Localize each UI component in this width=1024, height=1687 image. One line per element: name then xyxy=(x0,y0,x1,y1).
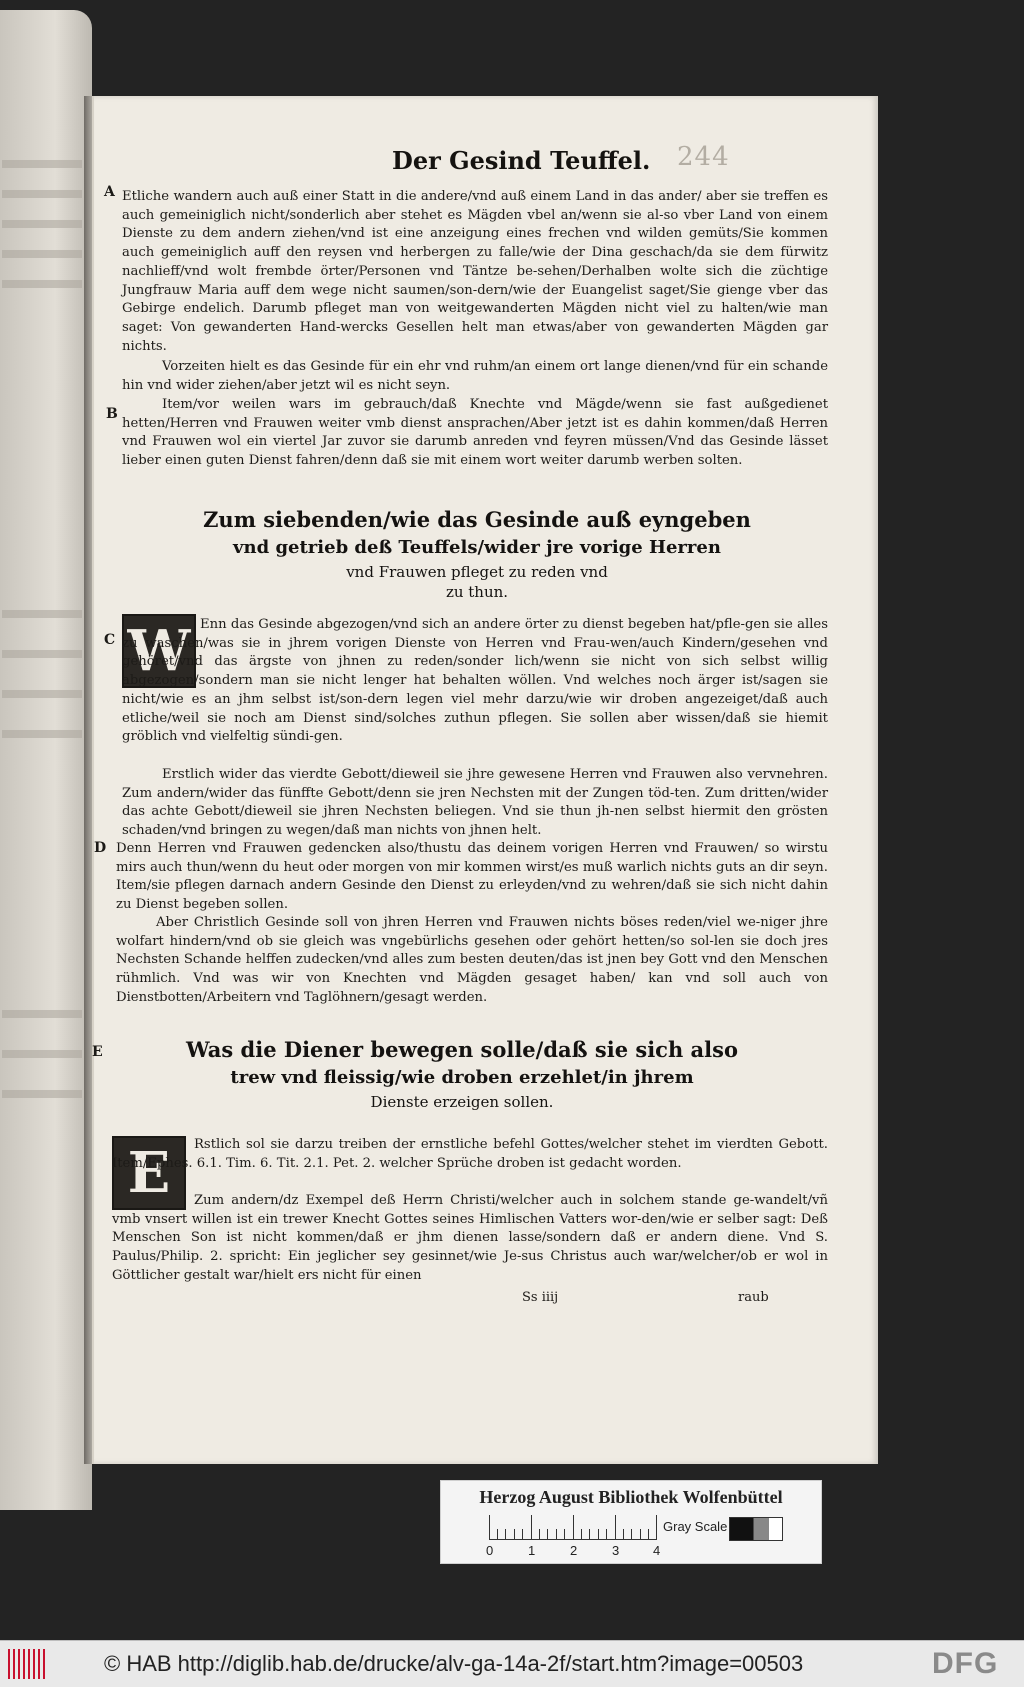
ruler-minor-tick xyxy=(606,1529,607,1539)
chapter-heading2-line3: Dienste erzeigen sollen. xyxy=(370,1093,554,1111)
ghost-text-line xyxy=(2,1010,82,1018)
scale-number: 0 xyxy=(486,1543,494,1558)
ghost-text-line xyxy=(2,160,82,168)
ruler-minor-tick xyxy=(522,1529,523,1539)
margin-letter-c: C xyxy=(104,632,116,648)
ruler-tick xyxy=(573,1515,574,1539)
hab-barcode-icon xyxy=(8,1649,46,1679)
ruler-minor-tick xyxy=(648,1529,649,1539)
ruler-minor-tick xyxy=(505,1529,506,1539)
decorated-initial-e: E xyxy=(112,1136,186,1210)
running-header: Der Gesind Teuffel. xyxy=(392,146,651,175)
ruler-minor-tick xyxy=(497,1529,498,1539)
ghost-text-line xyxy=(2,1090,82,1098)
ruler-minor-tick xyxy=(556,1529,557,1539)
scale-number: 2 xyxy=(570,1543,578,1558)
ruler-tick xyxy=(656,1515,657,1539)
ruler-minor-tick xyxy=(581,1529,582,1539)
paragraph-d2: Aber Christlich Gesinde soll von jhren Herren vnd Frauwen nichts böses reden/viel we-niger jhre wolfart hindern/vnd ob sie gleich was vngebürlichs gesehen oder gehört hetten/so sol-len sie doch jres Nechsten Schande helffen zudecken/vnd alles zum besten deuten/das ist jnen bey Gott vnd den Menschen rühmlich. Vnd was wir von Knechten vnd Mägden gesaget haben/ kan vnd soll auch von Dienstbotten/Arbeitern vnd Taglöhnern/gesagt werden. xyxy=(116,915,828,1005)
paragraph-a: Etliche wandern auch auß einer Statt in die andere/vnd auß einem Land in das ander/ aber sie treffen es auch gemeiniglich nicht/sonderlich aber stehet es Mägden vbel an/wenn sie al-so vber Land von einem Dienste zu dem andern ziehen/vnd ist eine anzeigung eines frechen vnd wilden gemüts/Sie kommen auch gemeiniglich auff den reysen vnd herbergen zu falle/wie der Dina geschach/da sie dem fürwitz nachlieff/vnd wolt frembde örter/Personen vnd Täntze be-sehen/Derhalben wolte sich die züchtige Jungfrauw Maria auff dem wege nicht saumen/son-dern/wie der Euangelist saget/Sie gienge vber das Gebirge endelich. Darumb pfleget man von weitgewanderten Mägden nicht viel zu halten/wie man saget: Von gewanderten Hand-wercks Gesellen helt man etwas/aber von gewanderten Mägden gar nichts. xyxy=(122,189,828,354)
ruler-minor-tick xyxy=(631,1529,632,1539)
ghost-text-line xyxy=(2,220,82,228)
catchword: raub xyxy=(738,1290,769,1305)
ruler-minor-tick xyxy=(640,1529,641,1539)
paragraph-e: Rstlich sol sie darzu treiben der ernstliche befehl Gottes/welcher stehet im vierdten Gebott. Item/Ephes. 6.1. Tim. 6. Tit. 2.1. Pet. 2. welcher Sprüche droben ist gedacht worden. xyxy=(112,1137,828,1171)
ruler-tick xyxy=(531,1515,532,1539)
margin-letter-d: D xyxy=(94,840,107,856)
gray-scale-label: Gray Scale xyxy=(663,1519,728,1534)
institution-name: Herzog August Bibliothek Wolfenbüttel xyxy=(479,1487,783,1507)
paragraph-b: Item/vor weilen wars im gebrauch/daß Knechte vnd Mägde/wenn sie fast außgedienet hetten/Herren vnd Frauwen weiter vmb dienst ansprachen/Aber jetzt ist es dahin kommen/daß Herren vnd Frauwen wol ein viertel Jar zuvor sie darumb anreden vnd feyren müssen/Vnd das Gesinde lässet lieber einen guten Dienst fahren/denn daß sie mit einem wort weiter darumb werben solten. xyxy=(122,397,828,469)
scale-number: 1 xyxy=(528,1543,536,1558)
ruler-minor-tick xyxy=(564,1529,565,1539)
ruler-minor-tick xyxy=(623,1529,624,1539)
ghost-text-line xyxy=(2,610,82,618)
chapter-heading-line2: vnd getrieb deß Teuffels/wider jre vorige Herren xyxy=(233,537,721,558)
ghost-text-line xyxy=(2,250,82,258)
ghost-text-line xyxy=(2,690,82,698)
library-color-scale-label xyxy=(440,1480,822,1564)
decorated-initial-w: W xyxy=(122,614,196,688)
viewer-footer xyxy=(0,1640,1024,1687)
chapter-heading-line3: vnd Frauwen pfleget zu reden vnd zu thun. xyxy=(346,563,608,601)
folio-number: 244 xyxy=(677,142,730,172)
ghost-text-line xyxy=(2,730,82,738)
ruler-minor-tick xyxy=(547,1529,548,1539)
ghost-text-line xyxy=(2,650,82,658)
paragraph-c: Enn das Gesinde abgezogen/vnd sich an andere örter zu dienst begeben hat/pfle-gen sie alles zu waschen/was sie in jhrem vorigen Dienste von Herren vnd Frau-wen/auch Kindern/gesehen vnd gehöret/vnd das ärgste von jhnen zu reden/sonder lich/wenn sie nicht von sich selbst willig abgezogen/sondern man sie nicht lenger hat behalten wöllen. Vnd welches noch ärger ist/sagen sie nicht/wie es an jhm selbst ist/son-dern legen viel mehr darzu/wie wir droben angezeiget/daß auch etliche/weil sie noch am Dienst sind/solches zuthun pflegen. Sie sollen aber wissen/daß sie hiemit gröblich vnd vielfeltig sündi-gen. xyxy=(122,617,828,745)
margin-letter-e: E xyxy=(92,1044,103,1060)
margin-letter-b: B xyxy=(106,406,118,422)
left-page-edge xyxy=(0,10,92,1510)
ghost-text-line xyxy=(2,280,82,288)
scale-number: 4 xyxy=(653,1543,661,1558)
ghost-text-line xyxy=(2,190,82,198)
paragraph-a2: Vorzeiten hielt es das Gesinde für ein ehr vnd ruhm/an einem ort lange dienen/vnd für ein schande hin vnd wider ziehen/aber jetzt wil es nicht seyn. xyxy=(122,359,828,393)
paragraph-d: Denn Herren vnd Frauwen gedencken also/thustu das deinem vorigen Herren vnd Frauwen/ so wirstu mirs auch thun/wenn du heut oder morgen von mir kommen wirst/es muß warlich nichts guts an dir seyn. Item/sie pflegen darnach andern Gesinde den Dienst zu erleyden/vnd zu wehren/daß sie sich nicht dahin zu Dienst begeben sollen. xyxy=(116,841,828,913)
margin-letter-a: A xyxy=(104,184,115,200)
chapter-heading2-line1: Was die Diener bewegen solle/daß sie sich also xyxy=(186,1037,738,1062)
ruler-minor-tick xyxy=(598,1529,599,1539)
chapter-heading2-line2: trew vnd fleissig/wie droben erzehlet/in jhrem xyxy=(230,1067,694,1088)
ruler-scale xyxy=(489,1515,657,1540)
ghost-text-line xyxy=(2,1050,82,1058)
footer-source-link[interactable]: © HAB http://diglib.hab.de/drucke/alv-ga-14a-2f/start.htm?image=00503 xyxy=(104,1651,804,1676)
ruler-minor-tick xyxy=(514,1529,515,1539)
signature-mark: Ss iiij xyxy=(522,1290,559,1305)
chapter-heading-line1: Zum siebenden/wie das Gesinde auß eyngeben xyxy=(203,507,751,532)
scale-number: 3 xyxy=(612,1543,620,1558)
ruler-minor-tick xyxy=(589,1529,590,1539)
book-page xyxy=(92,96,878,1464)
ruler-minor-tick xyxy=(539,1529,540,1539)
gray-scale-swatch xyxy=(729,1517,783,1541)
paragraph-c2: Erstlich wider das vierdte Gebott/dieweil sie jhre gewesene Herren vnd Frauwen also vervnehren. Zum andern/wider das fünffte Gebott/denn sie jren Nechsten mit der Zungen töd-ten. Zum dritten/wider das achte Gebott/dieweil sie jhren Nechsten beliegen. Vnd sie thun jh-nen selbst hiermit den grösten schaden/vnd bringen zu wegen/daß man nichts von jhnen helt. xyxy=(122,767,828,839)
dfg-logo: DFG xyxy=(932,1647,999,1680)
paragraph-e2: Zum andern/dz Exempel deß Herrn Christi/welcher auch in solchem stande ge-wandelt/vñ vmb vnsert willen ist ein trewer Knecht Gottes seines Himlischen Vatters wor-den/wie er selber sagt: Deß Menschen Son ist nicht kommen/daß er jhm dienen lasse/sondern daß er andern diene. Vnd S. Paulus/Philip. 2. spricht: Ein jeglicher sey gesinnet/wie Je-sus Christus auch war/welcher/ob er wol in Göttlicher gestalt war/hielt ers nicht für einen xyxy=(112,1193,828,1283)
ruler-tick xyxy=(615,1515,616,1539)
ruler-tick xyxy=(489,1515,490,1539)
